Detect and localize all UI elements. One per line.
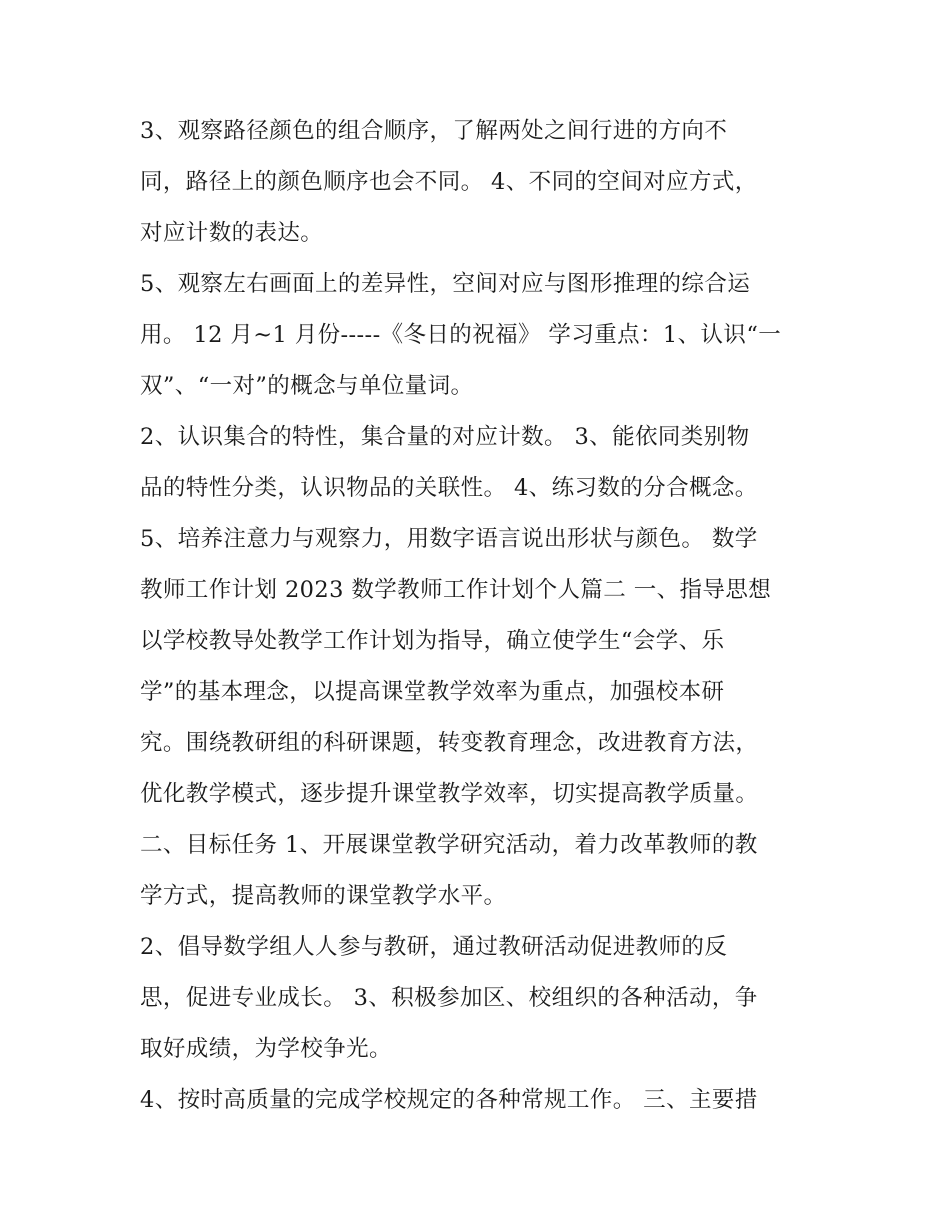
text-line: 3、观察路径颜色的组合顺序，了解两处之间行进的方向不 — [140, 118, 728, 144]
text-line: 教师工作计划 2023 数学教师工作计划个人篇二 一、指导思想 — [140, 577, 772, 603]
text-line: 双”、“一对”的概念与单位量词。 — [140, 373, 474, 399]
text-line: 5、培养注意力与观察力，用数字语言说出形状与颜色。 数学 — [140, 526, 758, 552]
text-line: 究。围绕教研组的科研课题，转变教育理念，改进教育方法， — [140, 730, 759, 756]
text-line: 思，促进专业成长。 3、积极参加区、校组织的各种活动，争 — [140, 985, 758, 1011]
text-line: 二、目标任务 1、开展课堂教学研究活动，着力改革教师的教 — [140, 832, 758, 858]
text-line: 2、认识集合的特性，集合量的对应计数。 3、能依同类别物 — [140, 424, 750, 450]
text-line: 以学校教导处教学工作计划为指导，确立使学生“会学、乐 — [140, 628, 725, 654]
text-line: 2、倡导数学组人人参与教研，通过教研活动促进教师的反 — [140, 934, 728, 960]
text-line: 品的特性分类，认识物品的关联性。 4、练习数的分合概念。 — [140, 475, 758, 501]
text-line: 同，路径上的颜色顺序也会不同。 4、不同的空间对应方式， — [140, 169, 758, 195]
text-line: 优化教学模式，逐步提升课堂教学效率，切实提高教学质量。 — [140, 781, 759, 807]
text-line: 取好成绩，为学校争光。 — [140, 1036, 392, 1062]
text-line: 学方式，提高教师的课堂教学水平。 — [140, 883, 507, 909]
text-line: 用。 12 月~1 月份-----《冬日的祝福》 学习重点：1、认识“一 — [140, 322, 782, 348]
text-line: 对应计数的表达。 — [140, 220, 324, 246]
text-line: 学”的基本理念，以提高课堂教学效率为重点，加强校本研 — [140, 679, 725, 705]
document-body — [140, 106, 810, 1126]
text-line: 5、观察左右画面上的差异性，空间对应与图形推理的综合运 — [140, 271, 751, 297]
text-line: 4、按时高质量的完成学校规定的各种常规工作。 三、主要措 — [140, 1087, 758, 1113]
